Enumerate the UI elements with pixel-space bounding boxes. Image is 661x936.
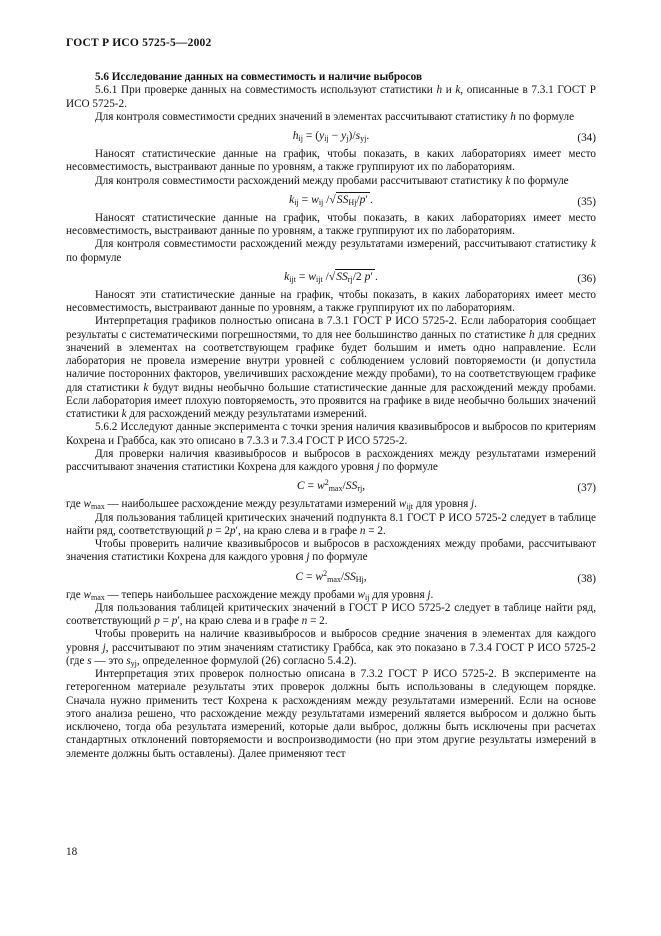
formula-number: (36) [577, 272, 596, 285]
formula-number: (35) [577, 195, 596, 208]
formula-math: $k_{ijt} = w_{ijt}$ $/√SS_{rj}/2$ p′ . [284, 269, 378, 284]
paragraph: Наносят статистические данные на график, чтобы показать, в каких лабораториях имеет место несовместимость, выстраивают данные по уровням, а также группируют их по лабораториям. [66, 211, 596, 237]
paragraph: Для контроля совместимости расхождений между результатами измерений, рассчитывают статистику k по формуле [66, 238, 596, 264]
formula-number: (37) [577, 482, 596, 495]
document-body [66, 71, 596, 761]
paragraph: 5.6.1 При проверке данных на совместимость используют статистики h и k, описанные в 7.3.1 ГОСТ Р ИСО 5725-2. [66, 84, 596, 110]
paragraph: 5.6.2 Исследуют данные эксперимента с точки зрения наличия квазивыбросов и выбросов по критериям Кохрена и Граббса, как это описано в 7.3.3 и 7.3.4 ГОСТ Р ИСО 5725-2. [66, 421, 596, 447]
formula-math: $h_{ij} = (y_{ij} - y_j)/s_{yj}$. [292, 129, 370, 143]
standard-number: ГОСТ Р ИСО 5725-5—2002 [66, 37, 212, 49]
formula [66, 192, 596, 208]
paragraph: Для пользования таблицей критических значений подпункта 8.1 ГОСТ Р ИСО 5725-2 следует в таблице найти ряд, соответствующий p = 2p′, на краю слева и в графе n = 2. [66, 511, 596, 537]
paragraph: Для контроля совместимости расхождений между пробами рассчитывают статистику k по формуле [95, 174, 569, 187]
formula-math: $k_{ij} = w_{ij}$ $/√SS_{Hj}/p'$ . [289, 192, 373, 207]
section-heading: 5.6 Исследование данных на совместимость и наличие выбросов [95, 71, 423, 83]
formula-math: $C = w^2_{max}/SS_{Hj}$, [295, 568, 367, 584]
formula [66, 569, 596, 585]
document-header [66, 37, 211, 49]
paragraph: Интерпретация этих проверок полностью описана в 7.3.2 ГОСТ Р ИСО 5725-2. В эксперименте на гетерогенном материале результаты этих проверок должны быть использованы в следующем порядке. Сначала нужно применить тест Кохрена к расхождениям между результатами измерений. Если на основе этого анализа решено, что расхождение между результатами измерений является выбросом и должно быть исключено, тогда оба результата измерений, которые дали выброс, должны быть исключены при расчетах стандартных отклонений повторяемости и воспроизводимости (но при этом другие результаты измерений в элементе должны быть оставлены). Далее применяют тест [66, 668, 596, 760]
paragraph: где $w_{max}$ — наибольшее расхождение между результатами измерений $w_{ijt}$ для уровня j. [66, 498, 477, 512]
formula-number: (38) [577, 572, 596, 585]
paragraph: Наносят статистические данные на график, чтобы показать, в каких лабораториях имеет место несовместимость, выстраивают данные по уровням, а также группируют их по лабораториям. [66, 148, 596, 174]
paragraph: Наносят эти статистические данные на график, чтобы показать, в каких лабораториях имеет место несовместимость, выстраивают данные по уровням, а также группируют их по лабораториям. [66, 288, 596, 314]
paragraph: Интерпретация графиков полностью описана в 7.3.1 ГОСТ Р ИСО 5725-2. Если лаборатория сообщает результаты с систематическими погрешностями, то для нее большинство данных по статистике h для средних значений в элементах на соответствующем графике будет большим и иметь одно направление. Если лаборатория не провела измерение внутри уровней с соблюдением условий повторяемости (и допустила наличие посторонних факторов, увеличивших расхождение между пробами), то на соответствующем графике для статистики k будут видны необычно большие статистические данные для расхождений между пробами. Если лаборатория имеет плохую повторяемость, это проявится на графике в виде необычно больших значений статистики k для расхождений между результатами измерений. [66, 315, 596, 420]
page-footer [66, 846, 77, 858]
formula [66, 269, 596, 285]
formula-math: $C = w^2_{max}/SS_{rj}$, [296, 478, 366, 494]
paragraph: Для проверки наличия квазивыбросов и выбросов в расхождениях между результатами измерений рассчитывают значения статистики Кохрена для каждого уровня j по формуле [66, 447, 596, 473]
paragraph: где $w_{max}$ — теперь наибольшее расхождение между пробами $w_{ij}$ для уровня j. [66, 588, 434, 602]
formula [66, 128, 596, 144]
paragraph: Чтобы проверить на наличие квазивыбросов и выбросов средние значения в элементах для каждого уровня j, рассчитывают по этим значениям статистику Граббса, как это показано в 7.3.4 ГОСТ Р ИСО 5725-2 (где s — это $s_{yj}$, определенное формулой (26) согласно 5.4.2). [66, 628, 596, 668]
paragraph: Чтобы проверить наличие квазивыбросов и выбросов в расхождениях между пробами, рассчитывают значения статистики Кохрена для каждого уровня j по формуле [66, 538, 596, 564]
paragraph: Для пользования таблицей критических значений в ГОСТ Р ИСО 5725-2 следует в таблице найти ряд, соответствующий p = p′, на краю слева и в графе n = 2. [66, 601, 596, 627]
formula [66, 478, 596, 494]
paragraph: Для контроля совместимости средних значений в элементах рассчитывают статистику h по формуле [95, 110, 575, 123]
formula-number: (34) [577, 132, 596, 144]
page-number: 18 [66, 846, 78, 858]
